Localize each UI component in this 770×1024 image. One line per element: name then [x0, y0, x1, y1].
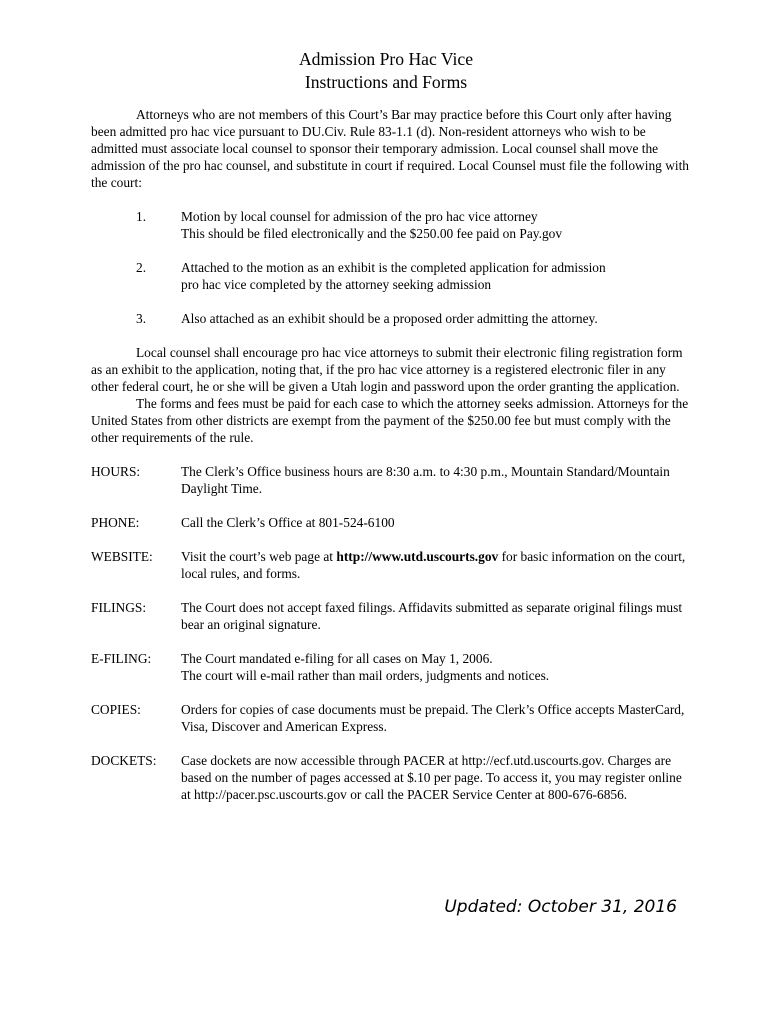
info-text-line: The court will e-mail rather than mail orders, judgments and notices.	[181, 668, 550, 683]
info-label: WEBSITE:	[91, 549, 153, 564]
list-item-line: Motion by local counsel for admission of the pro hac vice attorney	[181, 209, 538, 224]
updated-date: Updated: October 31, 2016	[444, 897, 677, 917]
list-item-line: This should be filed electronically and the $250.00 fee paid on Pay.gov	[181, 226, 563, 241]
info-text: Orders for copies of case documents must be prepaid. The Clerk’s Office accepts MasterCard, Visa, Discover and American Express.	[181, 702, 685, 734]
list-item	[91, 259, 691, 293]
info-label: E-FILING:	[91, 651, 152, 666]
info-text: The Court does not accept faxed filings. Affidavits submitted as separate original filings must bear an original signature.	[181, 600, 683, 632]
fees-paragraph: The forms and fees must be paid for each case to which the attorney seeks admission. Attorneys for the United States from other districts are exempt from the payment of the $250.00 fee but must comply with the other requirements of the rule.	[91, 396, 689, 445]
electronic-filing-paragraph: Local counsel shall encourage pro hac vice attorneys to submit their electronic filing registration form as an exhibit to the application, noting that, if the pro hac vice attorney is a registered electronic filer in any other federal court, he or she will be given a Utah login and password upon the order granting the application.	[91, 345, 683, 394]
list-item	[91, 310, 691, 327]
info-text-line: The Court mandated e-filing for all cases on May 1, 2006.	[181, 651, 493, 666]
info-row-efiling	[91, 650, 691, 684]
info-label: DOCKETS:	[91, 753, 157, 768]
info-row-filings	[91, 599, 691, 633]
title-line-1: Admission Pro Hac Vice	[298, 49, 474, 69]
info-label: HOURS:	[91, 464, 141, 479]
info-row-phone	[91, 514, 691, 531]
clerk-info-section	[91, 463, 691, 803]
info-text: Case dockets are now accessible through PACER at http://ecf.utd.uscourts.gov. Charges are based on the number of pages accessed at $.10 per page. To access it, you may register online at http://pacer.psc.uscourts.gov or call the PACER Service Center at 800-676-6856.	[181, 753, 682, 802]
info-row-hours	[91, 463, 691, 497]
list-item-line: Attached to the motion as an exhibit is the completed application for admission	[181, 260, 606, 275]
info-text: The Clerk’s Office business hours are 8:30 a.m. to 4:30 p.m., Mountain Standard/Mountain Daylight Time.	[181, 464, 670, 496]
info-label: PHONE:	[91, 515, 140, 530]
title-line-2: Instructions and Forms	[304, 72, 468, 92]
info-row-dockets	[91, 752, 691, 803]
list-item	[91, 208, 691, 242]
info-label: FILINGS:	[91, 600, 147, 615]
website-text-post: for basic information on the court, local rules, and forms.	[181, 549, 686, 581]
list-number: 2.	[136, 260, 147, 275]
info-row-website	[91, 548, 691, 582]
list-item-line: pro hac vice completed by the attorney seeking admission	[181, 277, 492, 292]
info-text: Call the Clerk’s Office at 801-524-6100	[181, 515, 395, 530]
info-row-copies	[91, 701, 691, 735]
document-page	[91, 48, 691, 820]
website-link[interactable]: http://www.utd.uscourts.gov	[336, 549, 499, 564]
intro-paragraph: Attorneys who are not members of this Court’s Bar may practice before this Court only after having been admitted pro hac vice pursuant to DU.Civ. Rule 83-1.1 (d). Non-resident attorneys who wish to be admitted must associate local counsel to sponsor their temporary admission. Local counsel shall move the admission of the pro hac counsel, and substitute in court if required. Local Counsel must file the following with the court:	[91, 107, 689, 190]
list-number: 3.	[136, 311, 147, 326]
info-text	[181, 650, 691, 684]
page-title	[91, 48, 691, 94]
filing-requirements-list	[91, 208, 691, 327]
list-item-line: Also attached as an exhibit should be a proposed order admitting the attorney.	[181, 311, 598, 326]
info-label: COPIES:	[91, 702, 141, 717]
info-text	[181, 548, 691, 582]
website-text-pre: Visit the court’s web page at	[181, 549, 337, 564]
list-number: 1.	[136, 209, 147, 224]
